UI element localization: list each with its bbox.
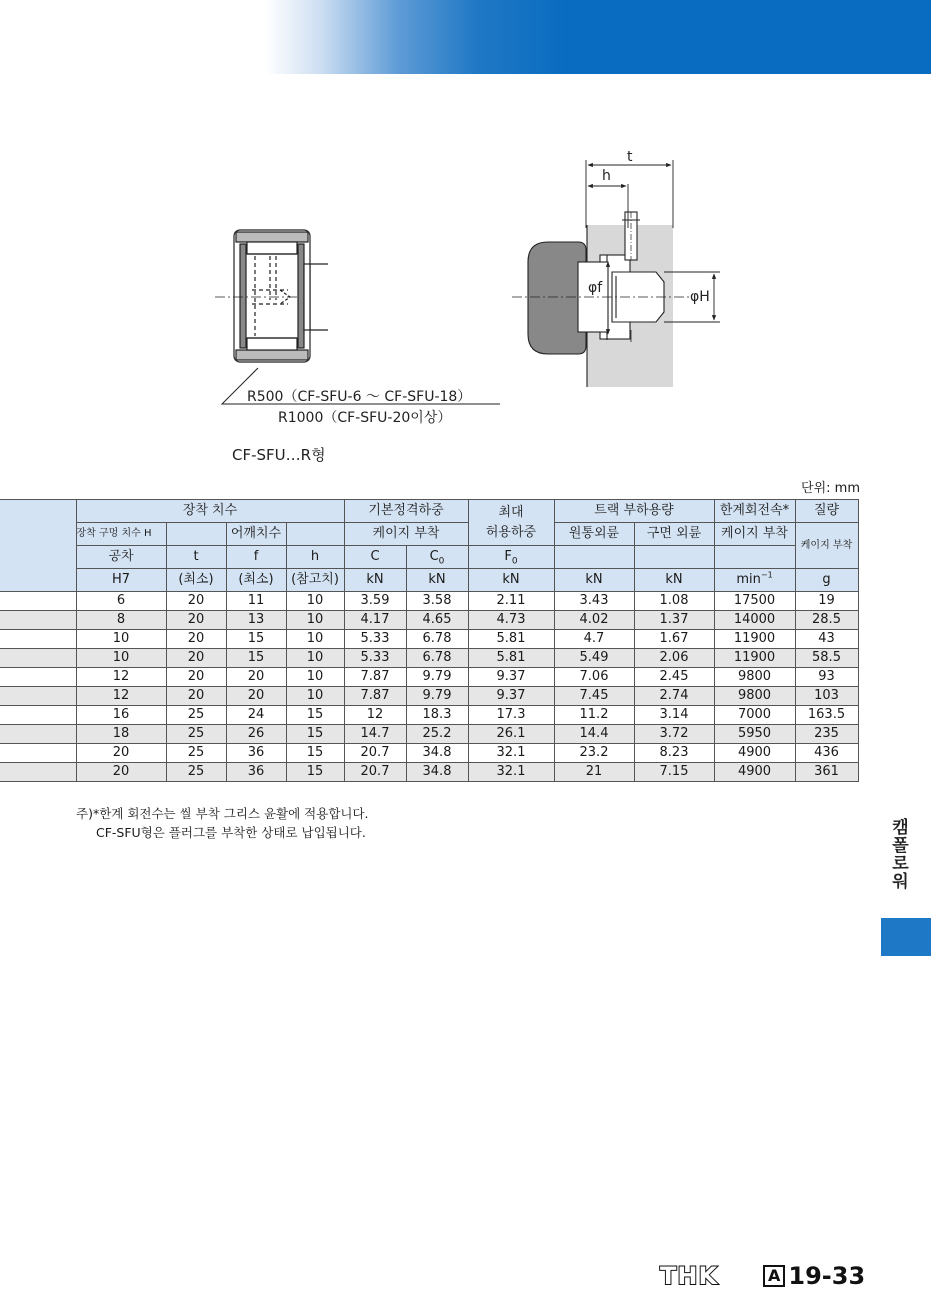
sub-h-blank [286, 523, 344, 546]
table-cell: 8 [76, 611, 166, 630]
table-cell: 3.43 [554, 592, 634, 611]
dim-t-label: t [627, 149, 633, 165]
table-cell: 19 [795, 592, 858, 611]
table-row [0, 668, 858, 687]
r3-F0-sub: 0 [511, 556, 518, 567]
table-cell: 1.08 [634, 592, 714, 611]
r4-min-sup: −1 [760, 570, 773, 580]
sub-t-blank [166, 523, 226, 546]
spec-table-body [0, 592, 858, 782]
header-row-1 [0, 500, 858, 523]
table-cell: 12 [76, 668, 166, 687]
header-limit-speed: 한계회전속* [714, 500, 795, 523]
table-cell: 7.15 [634, 763, 714, 782]
table-cell: 4.73 [468, 611, 554, 630]
table-cell: 24 [226, 706, 286, 725]
header-max-allowable-load [468, 500, 554, 546]
table-cell: 9.79 [406, 668, 468, 687]
r3-tolerance: 공차 [76, 546, 166, 569]
table-cell: 9.79 [406, 687, 468, 706]
table-row [0, 592, 858, 611]
r4-H7: H7 [76, 569, 166, 592]
type-label: CF-SFU…R형 [232, 446, 326, 464]
table-cell: 20 [226, 668, 286, 687]
table-cell: 20 [166, 668, 226, 687]
table-cell: 7.45 [554, 687, 634, 706]
table-cell: 7.06 [554, 668, 634, 687]
table-cell: 5.81 [468, 649, 554, 668]
header-mass: 질량 [795, 500, 858, 523]
r4-kN-sph: kN [634, 569, 714, 592]
dim-f-label: φf [588, 280, 603, 296]
r3-C: C [344, 546, 406, 569]
sub-mount-hole: 장착 구멍 치수 H [76, 523, 166, 546]
r4-kN-F0: kN [468, 569, 554, 592]
table-cell: 20 [76, 744, 166, 763]
table-cell: 25.2 [406, 725, 468, 744]
header-basic-load-rating: 기본정격하중 [344, 500, 468, 523]
table-cell: 34.8 [406, 744, 468, 763]
r4-kN-cyl: kN [554, 569, 634, 592]
table-cell: 20 [226, 687, 286, 706]
table-cell: 15 [226, 630, 286, 649]
r4-kN-C0: kN [406, 569, 468, 592]
table-cell: 2.74 [634, 687, 714, 706]
table-cell: 10 [286, 630, 344, 649]
r4-min-inv [714, 569, 795, 592]
table-cell: 20.7 [344, 763, 406, 782]
table-cell: 6 [76, 592, 166, 611]
row-stub [0, 592, 76, 611]
table-cell: 12 [344, 706, 406, 725]
table-cell: 235 [795, 725, 858, 744]
row-stub [0, 649, 76, 668]
table-cell: 20.7 [344, 744, 406, 763]
table-cell: 17500 [714, 592, 795, 611]
header-stub [0, 500, 76, 592]
table-cell: 93 [795, 668, 858, 687]
table-cell: 36 [226, 763, 286, 782]
table-cell: 6.78 [406, 630, 468, 649]
r3-C0-sub: 0 [438, 556, 445, 567]
table-cell: 4.7 [554, 630, 634, 649]
table-cell: 10 [286, 611, 344, 630]
table-cell: 4.65 [406, 611, 468, 630]
header-row-2 [0, 523, 858, 546]
page-number-text: 19-33 [788, 1262, 866, 1290]
top-banner [265, 0, 931, 74]
r3-blank-2 [634, 546, 714, 569]
r3-blank-3 [714, 546, 795, 569]
table-cell: 11 [226, 592, 286, 611]
table-cell: 4900 [714, 744, 795, 763]
table-cell: 20 [166, 630, 226, 649]
table-cell: 23.2 [554, 744, 634, 763]
table-cell: 25 [166, 763, 226, 782]
sub-spherical: 구면 외륜 [634, 523, 714, 546]
table-cell: 10 [76, 649, 166, 668]
table-cell: 5.49 [554, 649, 634, 668]
table-cell: 2.45 [634, 668, 714, 687]
table-row [0, 611, 858, 630]
radius-note-r500: R500（CF-SFU-6 ～ CF-SFU-18） [247, 389, 472, 405]
table-cell: 3.58 [406, 592, 468, 611]
table-cell: 3.59 [344, 592, 406, 611]
row-stub [0, 668, 76, 687]
table-cell: 20 [166, 649, 226, 668]
r4-kN-C: kN [344, 569, 406, 592]
table-cell: 20 [76, 763, 166, 782]
table-cell: 43 [795, 630, 858, 649]
brand-logo: THK [660, 1262, 719, 1290]
table-cell: 9800 [714, 668, 795, 687]
row-stub [0, 725, 76, 744]
table-cell: 28.5 [795, 611, 858, 630]
table-cell: 12 [76, 687, 166, 706]
notes [76, 804, 369, 842]
mounted-view [512, 212, 690, 387]
table-cell: 6.78 [406, 649, 468, 668]
table-cell: 26.1 [468, 725, 554, 744]
r3-t: t [166, 546, 226, 569]
header-track-load-capacity: 트랙 부하용량 [554, 500, 714, 523]
table-cell: 5.33 [344, 630, 406, 649]
table-cell: 361 [795, 763, 858, 782]
table-cell: 25 [166, 725, 226, 744]
table-cell: 14000 [714, 611, 795, 630]
header-max-line2: 허용하중 [485, 524, 537, 540]
header-row-3 [0, 546, 858, 569]
table-row [0, 744, 858, 763]
page-section-letter: A [763, 1265, 785, 1287]
row-stub [0, 687, 76, 706]
table-cell: 32.1 [468, 763, 554, 782]
table-cell: 7.87 [344, 668, 406, 687]
table-row [0, 706, 858, 725]
row-stub [0, 630, 76, 649]
table-cell: 20 [166, 592, 226, 611]
table-cell: 15 [286, 763, 344, 782]
table-row [0, 725, 858, 744]
table-cell: 436 [795, 744, 858, 763]
table-row [0, 763, 858, 782]
sub-cage-speed: 케이지 부착 [714, 523, 795, 546]
table-cell: 34.8 [406, 763, 468, 782]
table-cell: 4900 [714, 763, 795, 782]
r3-C0-base: C [429, 549, 439, 564]
table-cell: 9800 [714, 687, 795, 706]
r4-g: g [795, 569, 858, 592]
table-cell: 15 [286, 744, 344, 763]
table-cell: 58.5 [795, 649, 858, 668]
table-cell: 1.37 [634, 611, 714, 630]
radius-note-r1000: R1000（CF-SFU-20이상） [278, 410, 452, 426]
table-cell: 14.4 [554, 725, 634, 744]
header-row-4 [0, 569, 858, 592]
r3-F0 [468, 546, 554, 569]
r3-C0 [406, 546, 468, 569]
table-cell: 5.33 [344, 649, 406, 668]
table-row [0, 649, 858, 668]
note-line-2: CF-SFU형은 플러그를 부착한 상태로 납입됩니다. [96, 825, 366, 840]
cross-section-view [215, 230, 328, 362]
table-cell: 163.5 [795, 706, 858, 725]
table-cell: 15 [226, 649, 286, 668]
table-cell: 20 [166, 611, 226, 630]
r3-F0-base: F [504, 549, 512, 564]
r3-f: f [226, 546, 286, 569]
dim-H-label: φH [690, 289, 710, 305]
table-cell: 16 [76, 706, 166, 725]
sub-cage-mass-text: 케이지 부착 [800, 540, 853, 551]
table-cell: 3.14 [634, 706, 714, 725]
table-cell: 7000 [714, 706, 795, 725]
page-number [763, 1262, 865, 1290]
unit-label: 단위: mm [801, 481, 860, 496]
table-cell: 5950 [714, 725, 795, 744]
sub-cage-load: 케이지 부착 [344, 523, 468, 546]
table-cell: 10 [76, 630, 166, 649]
r3-blank-1 [554, 546, 634, 569]
table-cell: 25 [166, 706, 226, 725]
r4-min-f: (최소) [226, 569, 286, 592]
sub-cylindrical: 원통외륜 [554, 523, 634, 546]
table-cell: 32.1 [468, 744, 554, 763]
sub-shoulder: 어깨치수 [226, 523, 286, 546]
table-cell: 18.3 [406, 706, 468, 725]
table-row [0, 687, 858, 706]
table-cell: 10 [286, 592, 344, 611]
table-cell: 7.87 [344, 687, 406, 706]
table-cell: 11900 [714, 649, 795, 668]
table-cell: 25 [166, 744, 226, 763]
table-cell: 17.3 [468, 706, 554, 725]
table-cell: 26 [226, 725, 286, 744]
row-stub [0, 706, 76, 725]
table-cell: 10 [286, 687, 344, 706]
table-cell: 10 [286, 668, 344, 687]
r4-ref-h: (참고치) [286, 569, 344, 592]
table-cell: 4.17 [344, 611, 406, 630]
table-cell: 18 [76, 725, 166, 744]
table-cell: 21 [554, 763, 634, 782]
table-cell: 15 [286, 706, 344, 725]
r3-h: h [286, 546, 344, 569]
table-cell: 3.72 [634, 725, 714, 744]
table-cell: 10 [286, 649, 344, 668]
table-cell: 8.23 [634, 744, 714, 763]
table-cell: 103 [795, 687, 858, 706]
sub-cage-mass [795, 523, 858, 569]
side-section-tab [881, 918, 931, 956]
spec-table [0, 499, 859, 782]
table-row [0, 630, 858, 649]
r4-min-t: (최소) [166, 569, 226, 592]
r4-min-base: min [736, 572, 761, 587]
dim-h-label: h [602, 168, 611, 184]
header-mounting-dimensions: 장착 치수 [76, 500, 344, 523]
table-cell: 11900 [714, 630, 795, 649]
table-cell: 13 [226, 611, 286, 630]
table-cell: 9.37 [468, 687, 554, 706]
table-cell: 15 [286, 725, 344, 744]
row-stub [0, 763, 76, 782]
table-cell: 14.7 [344, 725, 406, 744]
row-stub [0, 744, 76, 763]
row-stub [0, 611, 76, 630]
side-section-label: 캠폴로워 [888, 818, 908, 890]
table-cell: 9.37 [468, 668, 554, 687]
table-cell: 11.2 [554, 706, 634, 725]
table-cell: 20 [166, 687, 226, 706]
table-cell: 36 [226, 744, 286, 763]
table-cell: 2.06 [634, 649, 714, 668]
header-max-line1: 최대 [498, 504, 524, 520]
table-cell: 1.67 [634, 630, 714, 649]
note-line-1: 주)*한계 회전수는 씰 부착 그리스 윤활에 적용합니다. [76, 806, 369, 821]
table-cell: 4.02 [554, 611, 634, 630]
table-cell: 2.11 [468, 592, 554, 611]
table-cell: 5.81 [468, 630, 554, 649]
